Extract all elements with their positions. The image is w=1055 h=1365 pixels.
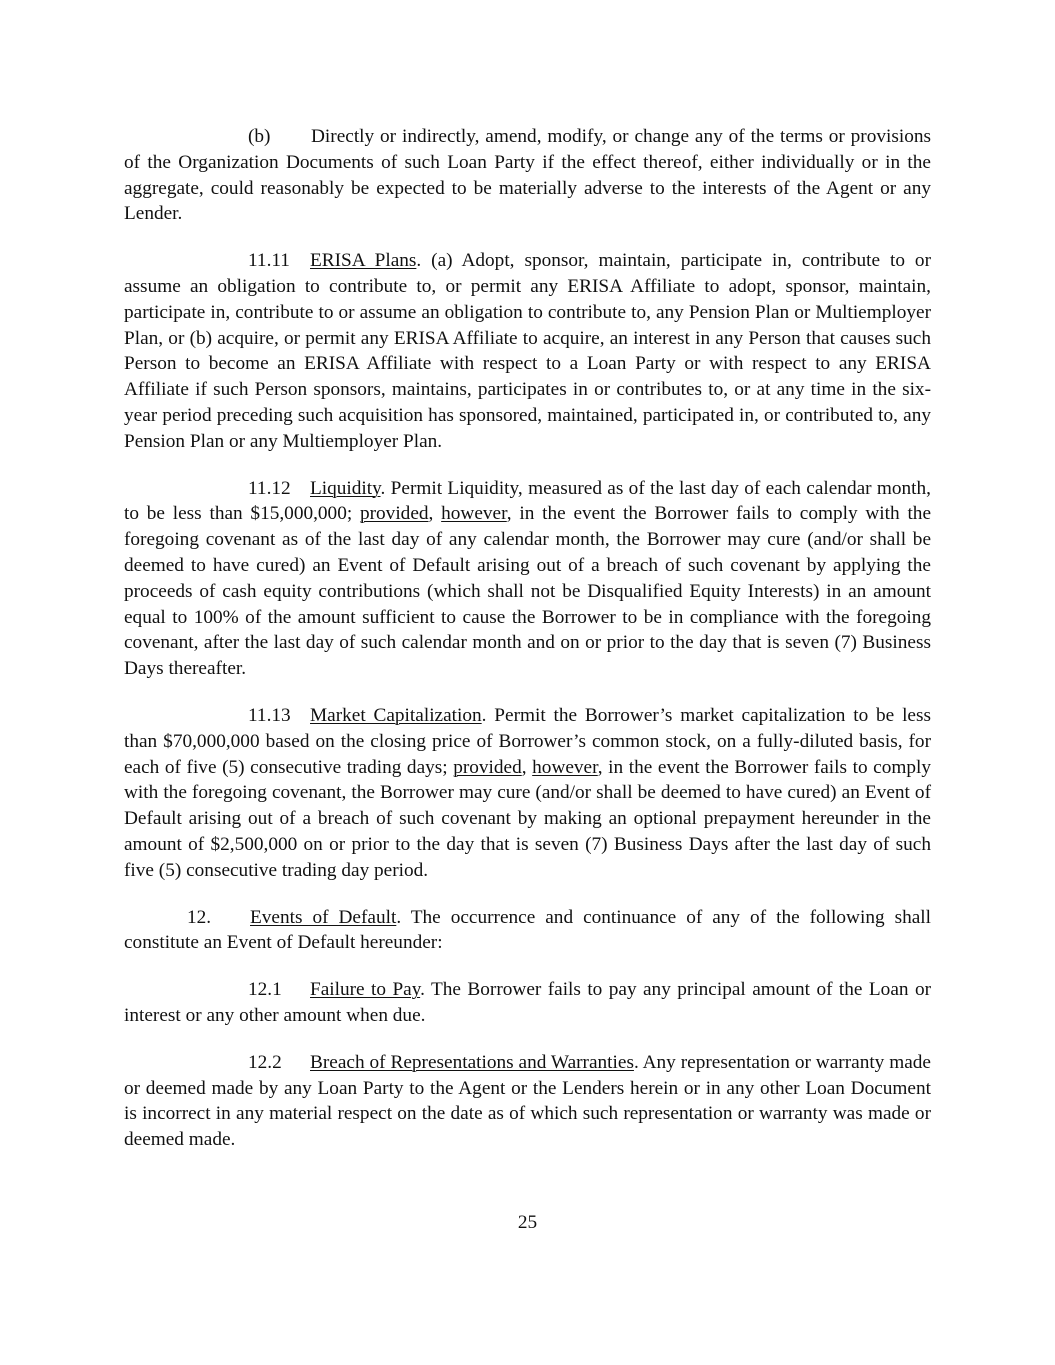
section-text-continued: , in the event the Borrower fails to comply with the foregoing covenant, the Borrower may cure (and/or shall be deemed to have cured) an Event of Default arising out of a breach of such covenant by making an optional prepayment hereunder in the amount of $2,500,000 on or prior to the day that is seven (7) Business Days after the last day of such five (5) consecutive trading day period.	[124, 756, 931, 881]
document-page	[124, 124, 931, 1174]
section-text-continued: , in the event the Borrower fails to comply with the foregoing covenant as of the last day of any calendar month, the Borrower may cure (and/or shall be deemed to have cured) an Event of Default arising out of a breach of such covenant by applying the proceeds of cash equity contributions (which shall not be Disqualified Equity Interests) in an amount equal to 100% of the amount sufficient to cause the Borrower to be in compliance with the foregoing covenant, after the last day of such calendar month and on or prior to the day that is seven (7) Business Days thereafter.	[124, 503, 932, 680]
section-11-11	[124, 248, 931, 454]
however-term: however	[532, 756, 598, 778]
section-number: 11.12	[248, 477, 291, 499]
section-heading: ERISA Plans	[310, 250, 417, 272]
section-number: 12.1	[248, 979, 282, 1001]
paragraph-b	[124, 124, 931, 227]
separator-text: ,	[428, 503, 442, 525]
section-text: . Any representation or warranty made or deemed made by any Loan Party to the Agent or the Lenders herein or in any other Loan Document is incorrect in any material respect on the date as of which such representation or warranty was made or deemed made.	[124, 1051, 931, 1151]
page-number: 25	[517, 1212, 538, 1233]
section-heading: Liquidity	[310, 477, 381, 499]
provided-term: provided	[359, 503, 429, 525]
section-heading: Market Capitalization	[310, 704, 482, 726]
section-12	[124, 905, 931, 957]
provided-term: provided	[453, 756, 522, 778]
section-heading: Events of Default	[250, 906, 397, 928]
section-11-12	[124, 476, 931, 682]
section-text: . The Borrower fails to pay any principal amount of the Loan or interest or any other amount when due.	[124, 979, 931, 1026]
section-heading: Breach of Representations and Warranties	[310, 1051, 634, 1073]
paragraph-number: (b)	[248, 126, 271, 147]
however-term: however	[441, 503, 507, 525]
section-number: 11.11	[248, 250, 290, 272]
section-text: . (a) Adopt, sponsor, maintain, participate in, contribute to or assume an obligation to contribute to, or permit any ERISA Affiliate to adopt, sponsor, maintain, participate in, contribute to or assume an obligation to contribute to, any Pension Plan or Multiemployer Plan, or (b) acquire, or permit any ERISA Affiliate to acquire, an interest in any Person that causes such Person to become an ERISA Affiliate with respect to a Loan Party or with respect to any ERISA Affiliate if such Person sponsors, maintains, participates in or contributes to, or at any time in the six-year period preceding such acquisition has sponsored, maintained, participated in, or contributed to, any Pension Plan or any Multiemployer Plan.	[124, 250, 931, 452]
section-text: . Permit the Borrower’s market capitalization to be less than $70,000,000 based on the closing price of Borrower’s common stock, on a fully-diluted basis, for each of five (5) consecutive trading days;	[124, 704, 931, 778]
section-number: 12.2	[248, 1051, 282, 1073]
section-12-1	[124, 977, 931, 1029]
section-heading: Failure to Pay	[310, 979, 421, 1001]
paragraph-text: Directly or indirectly, amend, modify, or change any of the terms or provisions of the Organization Documents of such Loan Party if the effect thereof, either individually or in the aggregate, could reasonably be expected to be materially adverse to the interests of the Agent or any Lender.	[124, 126, 931, 225]
section-number: 12.	[187, 906, 212, 928]
section-text: . Permit Liquidity, measured as of the last day of each calendar month, to be less than $15,000,000;	[124, 477, 931, 525]
section-12-2	[124, 1050, 931, 1153]
separator-text: ,	[521, 756, 533, 778]
section-11-13	[124, 703, 931, 884]
section-number: 11.13	[248, 704, 291, 726]
section-text: . The occurrence and continuance of any of the following shall constitute an Event of Default hereunder:	[124, 906, 931, 954]
